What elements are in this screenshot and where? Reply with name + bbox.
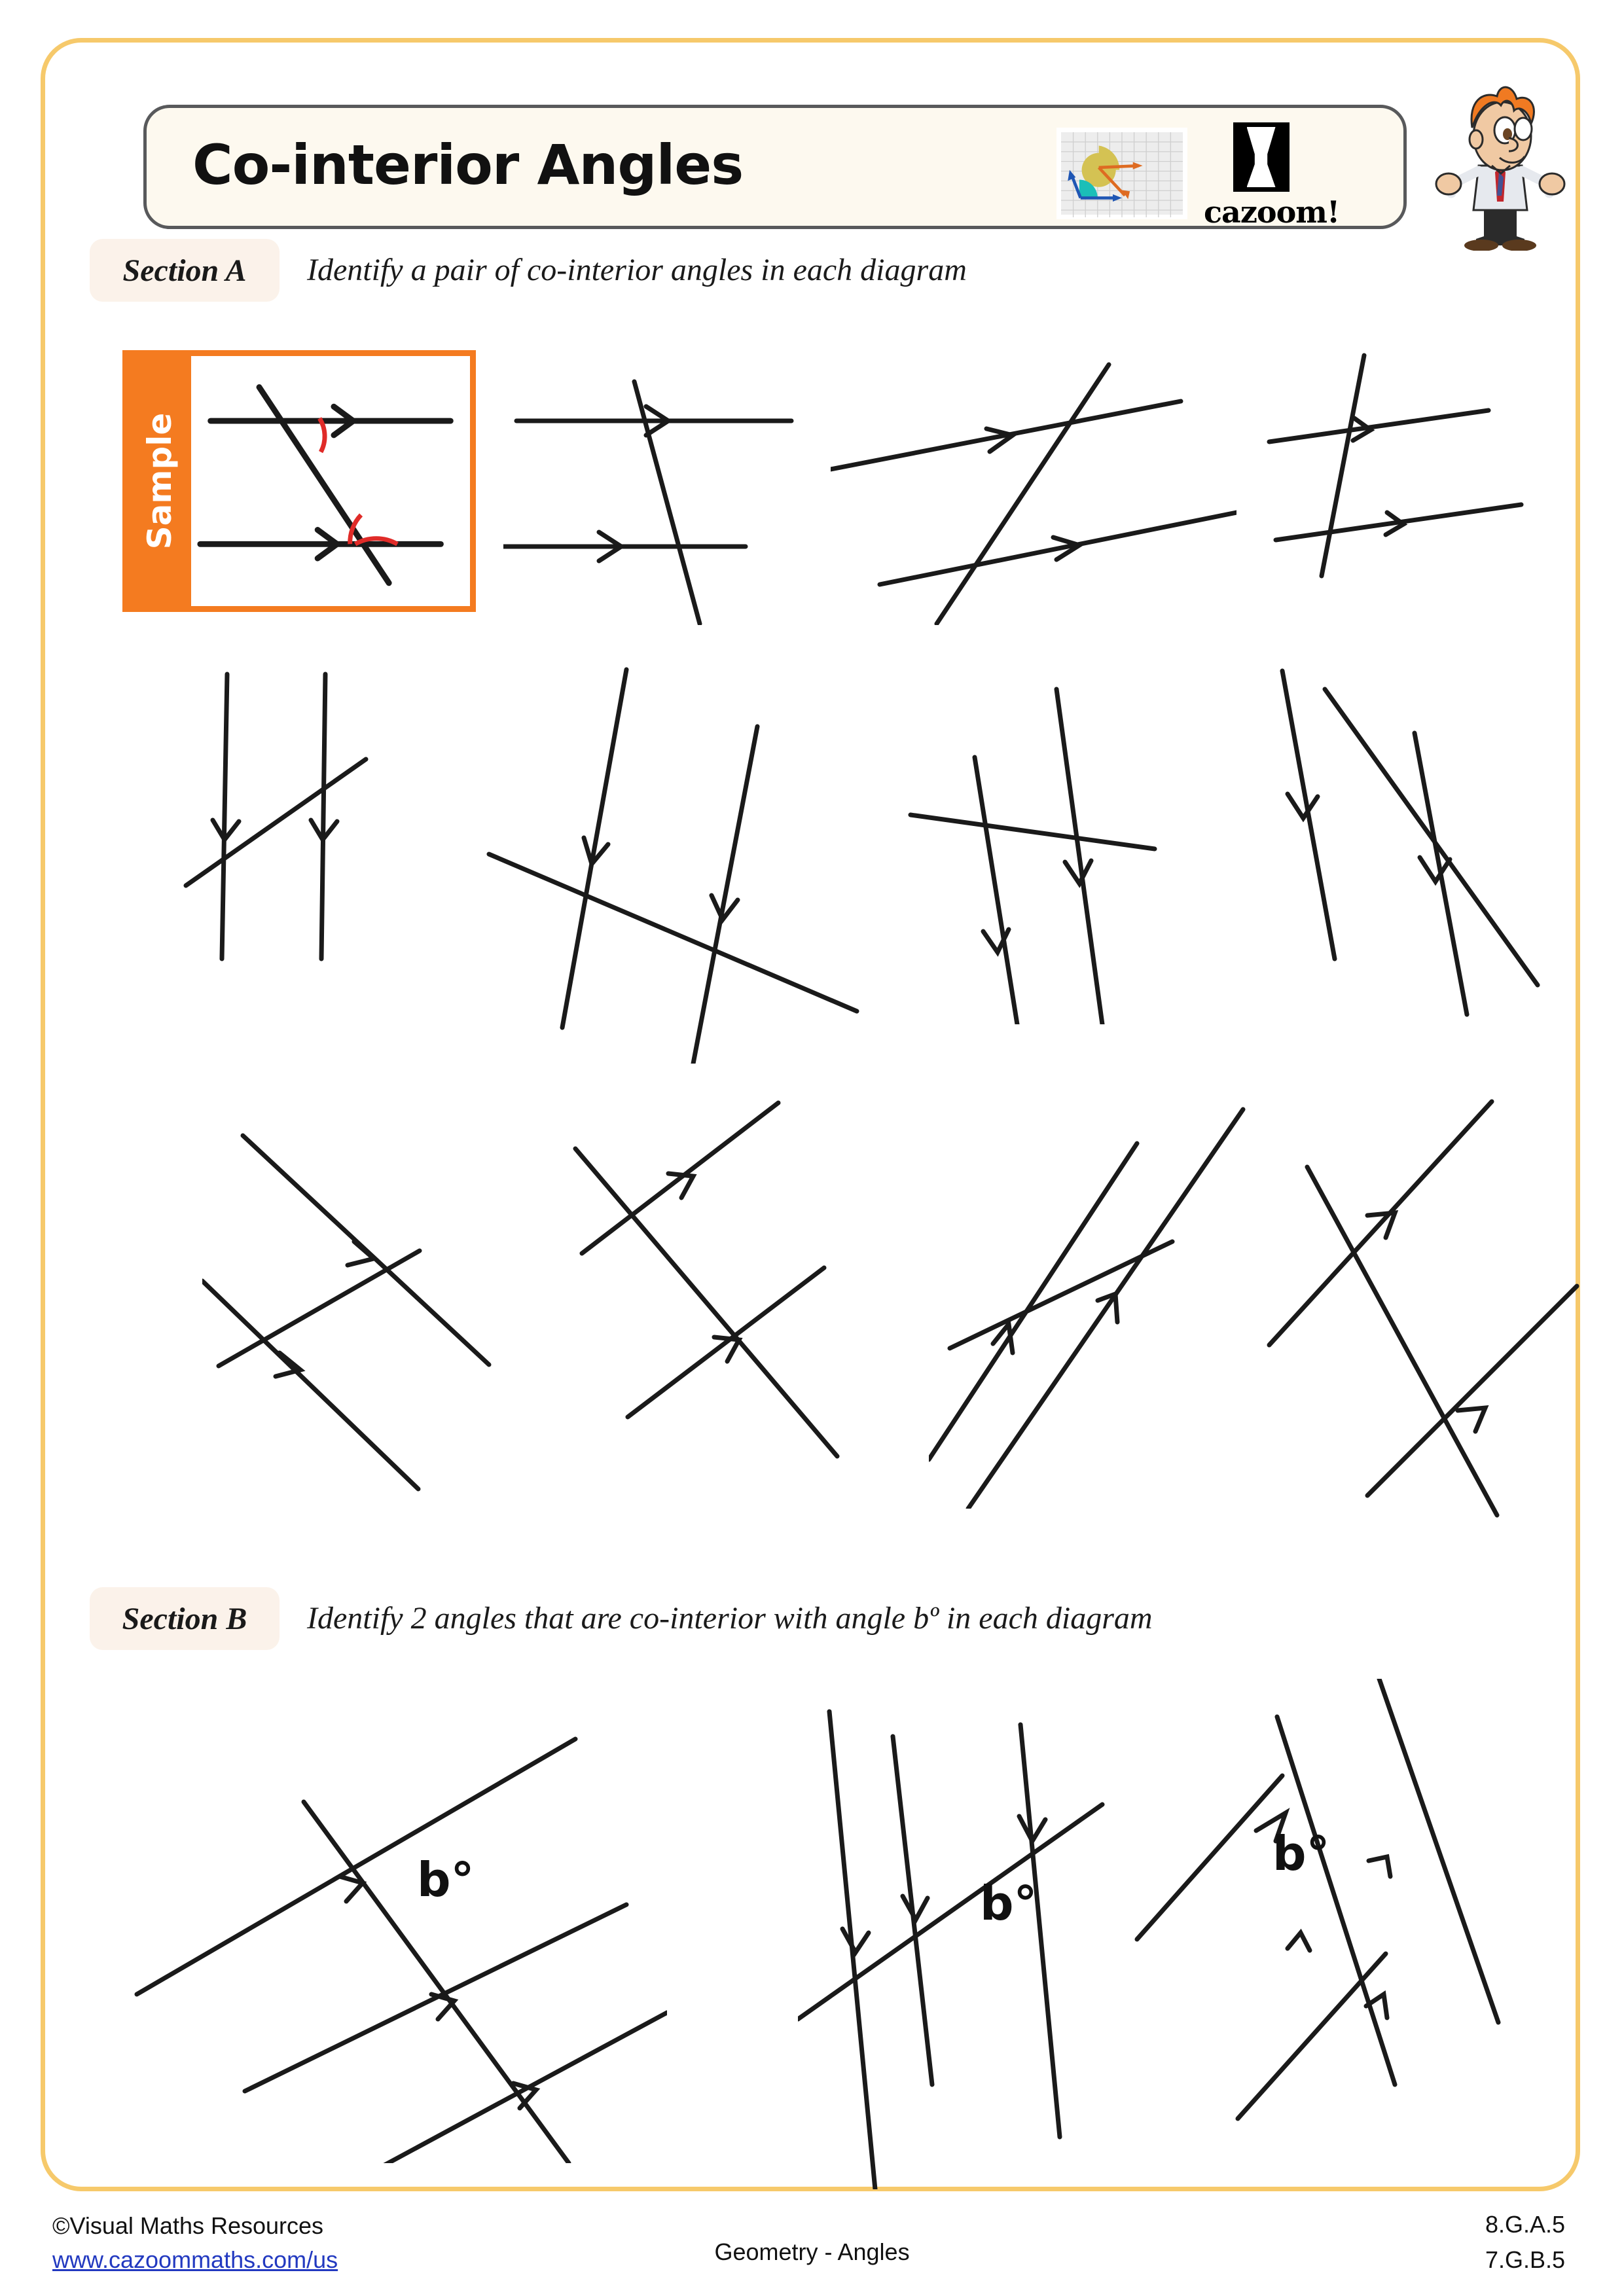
diagram-a6: [883, 658, 1250, 1024]
angle-label-b3: b°: [1272, 1826, 1330, 1881]
diagram-a11: [1250, 1090, 1616, 1522]
worksheet-page: [41, 38, 1580, 2191]
diagram-a1: [503, 350, 811, 625]
diagram-a9: [562, 1090, 942, 1522]
brand-wordmark: cazoom!: [1204, 194, 1340, 230]
sample-diagram: [191, 356, 470, 606]
diagram-a8: [202, 1103, 569, 1509]
cazoom-logo: [1204, 122, 1340, 230]
angle-label-b1: b°: [417, 1852, 475, 1907]
sample-tab: [128, 356, 191, 606]
footer-standard-2: 7.G.B.5: [1485, 2246, 1565, 2273]
sample-tab-label: Sample: [141, 412, 179, 550]
sample-box: [122, 350, 476, 612]
section-b-instruction: Identify 2 angles that are co-interior with angle bº in each diagram: [307, 1601, 1153, 1636]
title-bar: [143, 105, 1407, 229]
diagram-a4: [176, 658, 490, 972]
diagram-a3: [1263, 350, 1577, 625]
section-b-label: Section B: [122, 1601, 247, 1636]
djembe-drum-icon: [1233, 122, 1290, 192]
section-a-pill: [90, 239, 280, 302]
diagram-a5: [477, 658, 883, 1064]
shrugging-mascot-icon: [1432, 67, 1569, 251]
diagram-b1: [124, 1705, 667, 2163]
angle-grid-icon: [1056, 128, 1187, 219]
diagram-a2: [831, 350, 1236, 625]
section-a-label: Section A: [122, 253, 247, 288]
angle-label-b2: b°: [980, 1876, 1038, 1931]
footer-topic: Geometry - Angles: [714, 2238, 910, 2265]
section-a-instruction: Identify a pair of co-interior angles in each diagram: [307, 253, 967, 287]
diagram-a7: [1263, 658, 1590, 1024]
footer-standard-1: 8.G.A.5: [1485, 2211, 1565, 2238]
section-b-pill: [90, 1587, 280, 1650]
page-title: Co-interior Angles: [192, 133, 744, 197]
diagram-b3: [1125, 1679, 1583, 2202]
footer-copyright: ©Visual Maths Resources: [52, 2212, 324, 2239]
footer-url[interactable]: www.cazoommaths.com/us: [52, 2246, 338, 2273]
